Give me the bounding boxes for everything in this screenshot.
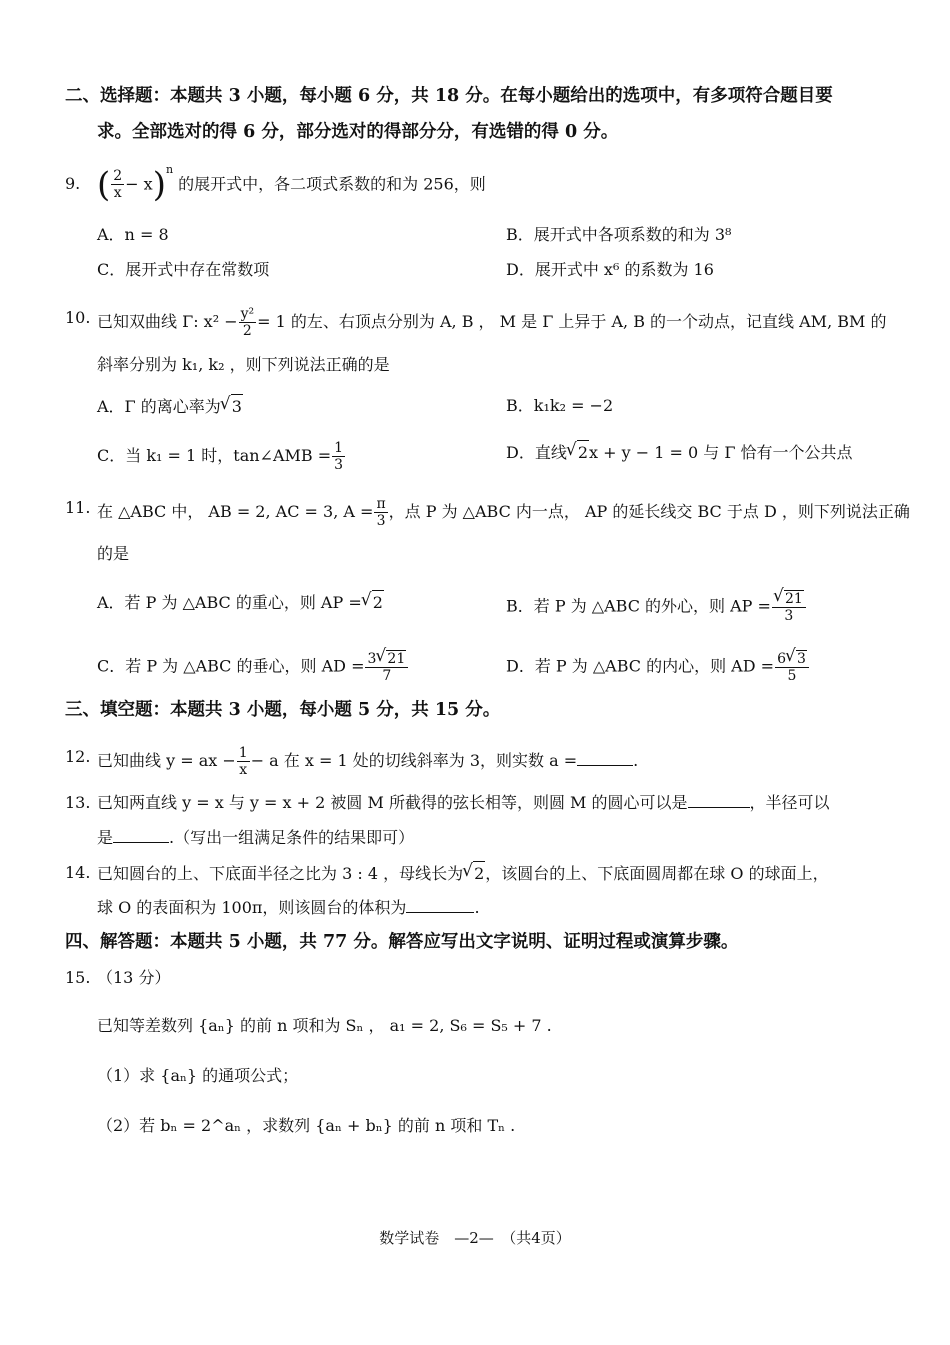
- q15-part1: （1）求 {aₙ} 的通项公式；: [97, 1066, 299, 1085]
- q9-option-b: B．展开式中各项系数的和为 3⁸: [506, 225, 732, 244]
- section-4-header: 四、解答题：本题共 5 小题，共 77 分。解答应写出文字说明、证明过程或演算步骤。: [65, 932, 739, 952]
- q14-answer-blank[interactable]: [406, 896, 474, 913]
- q9-option-d: D．展开式中 x⁶ 的系数为 16: [506, 260, 714, 279]
- q10-stem-line2: 斜率分别为 k₁, k₂ ，则下列说法正确的是: [97, 355, 390, 374]
- section-2-header: [65, 78, 890, 150]
- q9-option-a: A．n = 8: [97, 225, 169, 244]
- q13-stem: 已知两直线 y = x 与 y = x + 2 被圆 M 所截得的弦长相等，则圆 M 的圆心可以是 ，半径可以: [97, 793, 830, 812]
- q11-option-d: D．若 P 为 △ABC 的内心，则 AD = $\frac{6√ 3}{5}$: [506, 650, 810, 684]
- q13-stem-line2: 是 .（写出一组满足条件的结果即可）: [97, 828, 415, 847]
- section-3-header: 三、填空题：本题共 3 小题，每小题 5 分，共 15 分。: [65, 700, 501, 720]
- q9-stem: ( $\frac{2}{x}$ − x)$^n$ 的展开式中，各二项式系数的和为 256，则: [97, 163, 486, 205]
- page-footer: 数学试卷 —2— （共4页）: [379, 1229, 571, 1247]
- q13-radius-blank[interactable]: [113, 826, 169, 843]
- q15-number: 15.: [65, 968, 91, 987]
- q12-answer-blank[interactable]: [577, 749, 633, 766]
- section-2-line1: 二、选择题：本题共 3 小题，每小题 6 分，共 18 分。在每小题给出的选项中，有多项符合题目要: [65, 86, 833, 106]
- q11-number: 11.: [65, 498, 91, 517]
- q11-stem-line2: 的是: [97, 544, 130, 563]
- q10-option-d: D．直线√ 2x + y − 1 = 0 与 Γ 恰有一个公共点: [506, 440, 853, 465]
- q10-number: 10.: [65, 308, 91, 327]
- q11-option-c: C．若 P 为 △ABC 的垂心，则 AD = $\frac{3√ 21}{7}$: [97, 650, 409, 684]
- q15-score: （13 分）: [97, 968, 171, 987]
- q14-stem-line2: 球 O 的表面积为 100π，则该圆台的体积为 .: [97, 898, 480, 917]
- q10-option-a: A．Γ 的离心率为√ 3: [97, 394, 243, 419]
- q10-option-c: C．当 k₁ = 1 时，tan∠AMB = $\frac{1}{3}$: [97, 440, 344, 473]
- q13-center-blank[interactable]: [688, 791, 750, 808]
- q10-option-b: B．k₁k₂ = −2: [506, 396, 614, 415]
- q14-number: 14.: [65, 863, 91, 882]
- q9-fraction: $\frac{2}{x}$: [113, 168, 123, 202]
- q13-number: 13.: [65, 793, 91, 812]
- section-2-line2: 求。全部选对的得 6 分，部分选对的得部分分，有选错的得 0 分。: [97, 122, 619, 142]
- q9-number: 9.: [65, 174, 81, 193]
- q15-stem: 已知等差数列 {aₙ} 的前 n 项和为 Sₙ ， a₁ = 2, S₆ = S₅ + 7 .: [97, 1016, 552, 1035]
- q10-stem: 已知双曲线 Γ: x² − $\frac{\text{y²}}{2}$ = 1 的左、右顶点分别为 A, B ， M 是 Γ 上异于 A, B 的一个动点，记直线 AM, BM 的: [97, 306, 887, 339]
- q11-option-a: A．若 P 为 △ABC 的重心，则 AP =√ 2: [97, 590, 384, 615]
- q15-part2: （2）若 bₙ = 2^aₙ ，求数列 {aₙ + bₙ} 的前 n 项和 Tₙ .: [97, 1116, 516, 1135]
- q12-stem: 已知曲线 y = ax − $\frac{1}{x}$ − a 在 x = 1 处的切线斜率为 3，则实数 a = .: [97, 745, 639, 778]
- q12-number: 12.: [65, 747, 91, 766]
- q9-option-c: C．展开式中存在常数项: [97, 260, 270, 279]
- q11-option-b: B．若 P 为 △ABC 的外心，则 AP = √ $\frac{21}{3}$: [506, 590, 807, 624]
- q11-stem: 在 △ABC 中， AB = 2, AC = 3, A = $\frac{\pi}{3}$ ，点 P 为 △ABC 内一点， AP 的延长线交 BC 于点 D ，则下列说法正确: [97, 496, 910, 529]
- q14-stem: 已知圆台的上、下底面半径之比为 3 : 4 ，母线长为√ 2，该圆台的上、下底面圆周都在球 O 的球面上，: [97, 861, 829, 886]
